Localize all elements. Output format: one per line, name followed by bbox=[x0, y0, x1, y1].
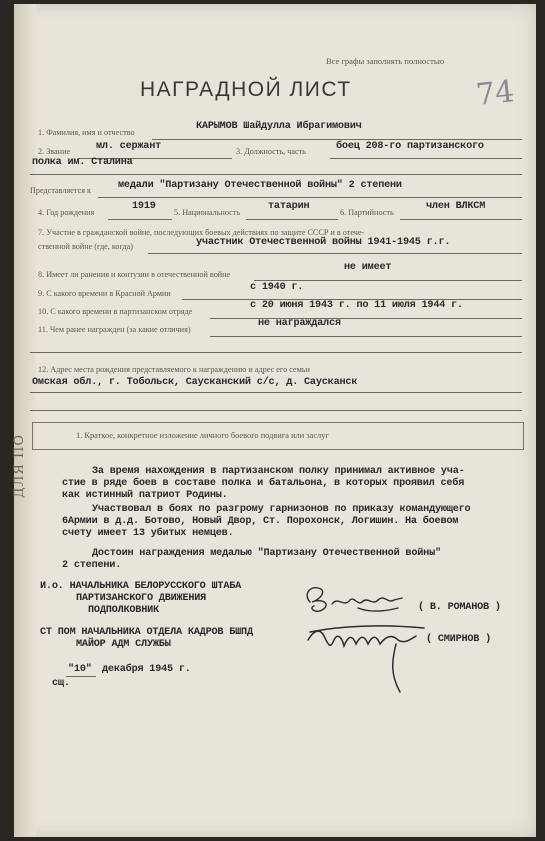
field-name-label: 1. Фамилия, имя и отчество bbox=[38, 128, 135, 137]
field-awards-label: 11. Чем ранее награжден (за какие отличия) bbox=[38, 325, 191, 334]
field-partisan-value: с 20 июня 1943 г. по 11 июля 1944 г. bbox=[250, 300, 463, 311]
narrative-line: стие в ряде боев в составе полка и батальона, в которых проявил себя bbox=[62, 478, 465, 489]
signatory-1-name: ( В. РОМАНОВ ) bbox=[418, 602, 501, 613]
archive-number: 74 bbox=[474, 74, 516, 113]
field-rank-value: мл. сержант bbox=[96, 141, 162, 152]
signatory-2-rank: МАЙОР АДМ СЛУЖБЫ bbox=[76, 639, 171, 650]
date-day: "10" bbox=[68, 664, 92, 675]
field-rank-label: 2. Звание bbox=[38, 147, 71, 156]
field-army-label: 9. С какого времени в Красной Армии bbox=[38, 289, 171, 298]
field-birthyear-value: 1919 bbox=[132, 201, 156, 212]
field-position-value-1: боец 208-го партизанского bbox=[336, 141, 484, 152]
field-party-value: член ВЛКСМ bbox=[426, 201, 486, 212]
field-war-value: участник Отечественной войны 1941-1945 г.г. bbox=[196, 237, 451, 248]
narrative-line: счету имеет 13 убитых немцев. bbox=[62, 528, 234, 539]
field-wounds-value: не имеет bbox=[344, 262, 392, 273]
field-presented-label: Представляется к bbox=[30, 186, 91, 195]
field-awards-value: не награждался bbox=[258, 318, 341, 329]
narrative-line: как истинный патриот Родины. bbox=[62, 490, 228, 501]
field-war-label-1: 7. Участие в гражданской войне, последующих боевых действиях по защите СССР и в отече- bbox=[38, 228, 365, 237]
narrative-line: 2 степени. bbox=[62, 560, 122, 571]
field-position-value-2: полка им. Сталина bbox=[32, 157, 133, 168]
field-address-value: Омская обл., г. Тобольск, Саусканский с/с, д. Саусканск bbox=[32, 377, 358, 388]
narrative-line: Достоин награждения медалью "Партизану Отечественной войны" bbox=[92, 548, 441, 559]
signatory-2-name: ( СМИРНОВ ) bbox=[426, 634, 492, 645]
field-wounds-label: 8. Имеет ли ранения и контузии в отечественной войне bbox=[38, 270, 231, 279]
field-party-label: 6. Партийность bbox=[340, 208, 394, 217]
field-nationality-value: татарин bbox=[268, 201, 310, 212]
page-title: НАГРАДНОЙ ЛИСТ bbox=[140, 78, 352, 101]
field-presented-value: медали "Партизану Отечественной войны" 2 степени bbox=[118, 180, 402, 191]
signature-2-image bbox=[300, 610, 430, 700]
narrative-line: 6Армии в д.д. Ботово, Новый Двор, Ст. Порохонск, Логишин. На боевом bbox=[62, 516, 459, 527]
binding-strip bbox=[14, 4, 36, 837]
field-address-label: 12. Адрес места рождения представляемого к награждению и адрес его семьи bbox=[38, 365, 310, 374]
field-army-value: с 1940 г. bbox=[250, 282, 304, 293]
section-heading: 1. Краткое, конкретное изложение личного боевого подвига или заслуг bbox=[76, 431, 329, 440]
field-partisan-label: 10. С какого времени в партизанском отряде bbox=[38, 307, 193, 316]
typist-initials: сщ. bbox=[52, 678, 70, 689]
signatory-1-rank: ПОДПОЛКОВНИК bbox=[88, 605, 159, 616]
header-note: Все графы заполнять полностью bbox=[326, 56, 445, 66]
narrative-line: Участвовал в боях по разгрому гарнизонов по приказу командующего bbox=[92, 504, 471, 515]
field-nationality-label: 5. Национальность bbox=[174, 208, 241, 217]
narrative-line: За время нахождения в партизанском полку принимал активное уча- bbox=[92, 466, 465, 477]
date-rest: декабря 1945 г. bbox=[102, 664, 191, 675]
binding-text: ДЛЯ ПО bbox=[12, 434, 27, 499]
field-war-label-2: ственной войне (где, когда) bbox=[38, 242, 133, 251]
award-sheet bbox=[14, 4, 536, 837]
signatory-2-title: СТ ПОМ НАЧАЛЬНИКА ОТДЕЛА КАДРОВ БШПД bbox=[40, 627, 253, 638]
field-name-value: КАРЫМОВ Шайдулла Ибрагимович bbox=[196, 121, 362, 132]
field-position-label: 3. Должность, часть bbox=[236, 147, 306, 156]
field-birthyear-label: 4. Год рождения bbox=[38, 208, 95, 217]
signatory-1-title: И.о. НАЧАЛЬНИКА БЕЛОРУССКОГО ШТАБА bbox=[40, 581, 242, 592]
signatory-1-title: ПАРТИЗАНСКОГО ДВИЖЕНИЯ bbox=[76, 593, 207, 604]
